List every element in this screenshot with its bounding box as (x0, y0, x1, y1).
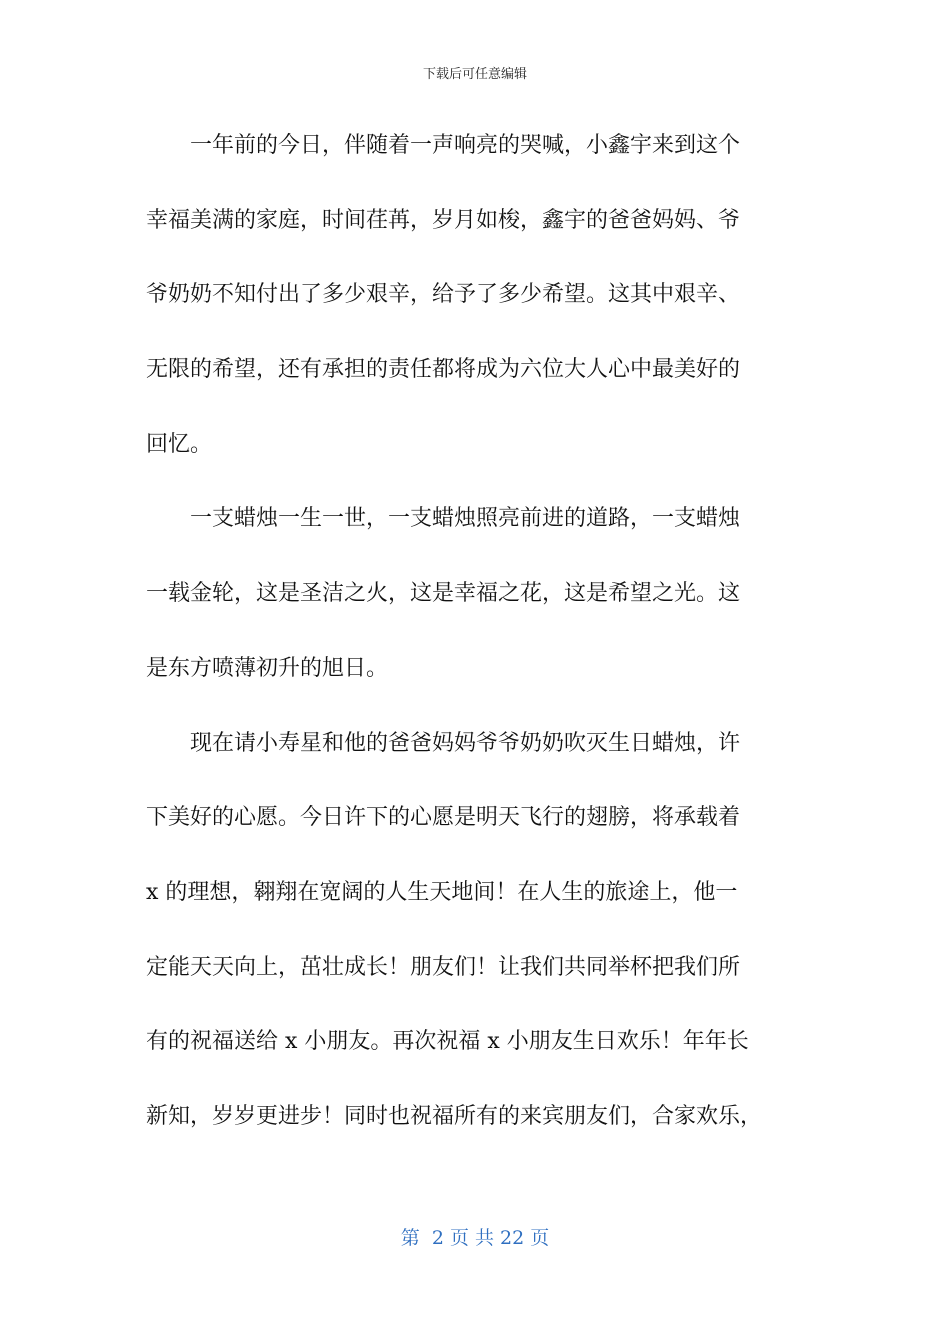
text-line: 一支蜡烛一生一世，一支蜡烛照亮前进的道路，一支蜡烛 (190, 506, 741, 532)
text-line: 下美好的心愿。今日许下的心愿是明天飞行的翅膀，将承载着 (146, 805, 741, 831)
page-number-footer: 第 2 页 共 22 页 (400, 1227, 550, 1249)
text-line: 现在请小寿星和他的爸爸妈妈爷爷奶奶吹灭生日蜡烛，许 (190, 730, 741, 756)
text-line: 爷奶奶不知付出了多少艰辛，给予了多少希望。这其中艰辛、 (146, 282, 741, 308)
page-header: 下载后可任意编辑 (422, 67, 527, 82)
text-line: 一载金轮，这是圣洁之火，这是幸福之花，这是希望之光。这 (146, 581, 741, 607)
text-line: 是东方喷薄初升的旭日。 (146, 655, 389, 681)
text-line: 有的祝福送给 x 小朋友。再次祝福 x 小朋友生日欢乐！年年长 (146, 1029, 749, 1055)
text-line: 幸福美满的家庭，时间荏苒，岁月如梭，鑫宇的爸爸妈妈、爷 (146, 207, 741, 233)
document-body (146, 118, 806, 1164)
text-line: 无限的希望，还有承担的责任都将成为六位大人心中最美好的 (146, 357, 741, 383)
text-line: 回忆。 (146, 431, 213, 457)
text-line: 新知，岁岁更进步！同时也祝福所有的来宾朋友们，合家欢乐， (146, 1103, 763, 1129)
text-line: x 的理想，翱翔在宽阔的人生天地间！在人生的旅途上，他一 (146, 879, 738, 905)
text-line: 定能天天向上，茁壮成长！朋友们！让我们共同举杯把我们所 (146, 954, 741, 980)
text-line: 一年前的今日，伴随着一声响亮的哭喊，小鑫宇来到这个 (190, 133, 741, 158)
